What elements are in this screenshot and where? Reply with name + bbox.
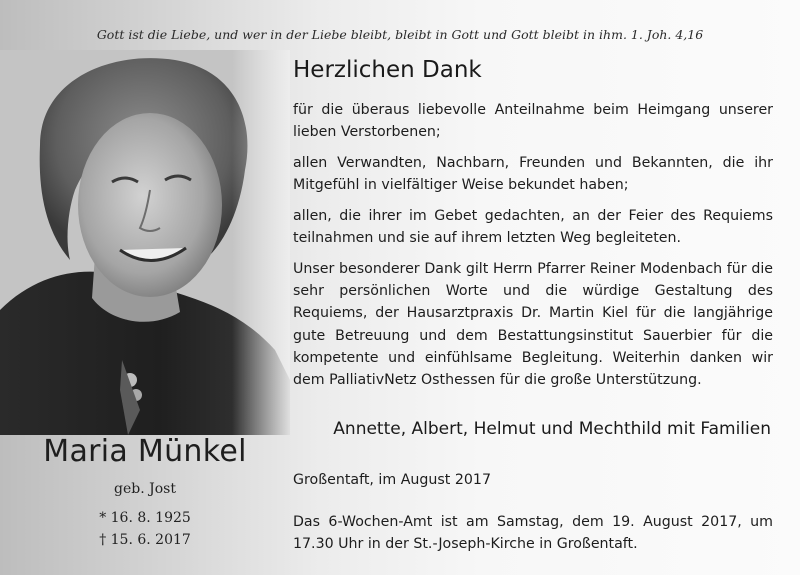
- maiden-name: geb. Jost: [114, 481, 176, 497]
- portrait-photo: [0, 50, 290, 435]
- bible-verse: Gott ist die Liebe, und wer in der Liebe bleibt, bleibt in Gott und Gott bleibt in ihm. 1. Joh. 4,16: [96, 27, 704, 42]
- place-date: Großentaft, im August 2017: [293, 472, 491, 488]
- thanks-paragraph: für die überaus liebevolle Anteilnahme beim Heimgang unserer lieben Verstorbenen;: [293, 102, 773, 141]
- thanks-paragraph: Unser besonderer Dank gilt Herrn Pfarrer Reiner Modenbach für die sehr persönlichen Worte und die würdige Gestaltung des Requiems, der Hausarztpraxis Dr. Martin Kiel für die langjährige gute Betreuung und dem Bestattungsinstitut Sauerbier für die kompetente und einfühlsame Begleitung. Weiterhin danken wir dem PalliativNetz Osthessen für die große Unterstützung.: [293, 261, 773, 389]
- thanks-paragraph: allen, die ihrer im Gebet gedachten, an der Feier des Requiems teilnahmen und sie auf ihrem letzten Weg begleiteten.: [293, 208, 773, 247]
- death-date: † 15. 6. 2017: [99, 532, 191, 548]
- birth-date: * 16. 8. 1925: [99, 510, 191, 526]
- notice-heading: Herzlichen Dank: [293, 57, 482, 83]
- memorial-mass-info: Das 6-Wochen-Amt ist am Samstag, dem 19. August 2017, um 17.30 Uhr in der St.-Joseph-Kirche in Großentaft.: [293, 514, 773, 553]
- signers-line: Annette, Albert, Helmut und Mechthild mit Familien: [333, 419, 771, 439]
- thanks-paragraph: allen Verwandten, Nachbarn, Freunden und Bekannten, die ihr Mitgefühl in vielfältiger Weise bekundet haben;: [293, 155, 773, 194]
- deceased-name: Maria Münkel: [43, 434, 247, 469]
